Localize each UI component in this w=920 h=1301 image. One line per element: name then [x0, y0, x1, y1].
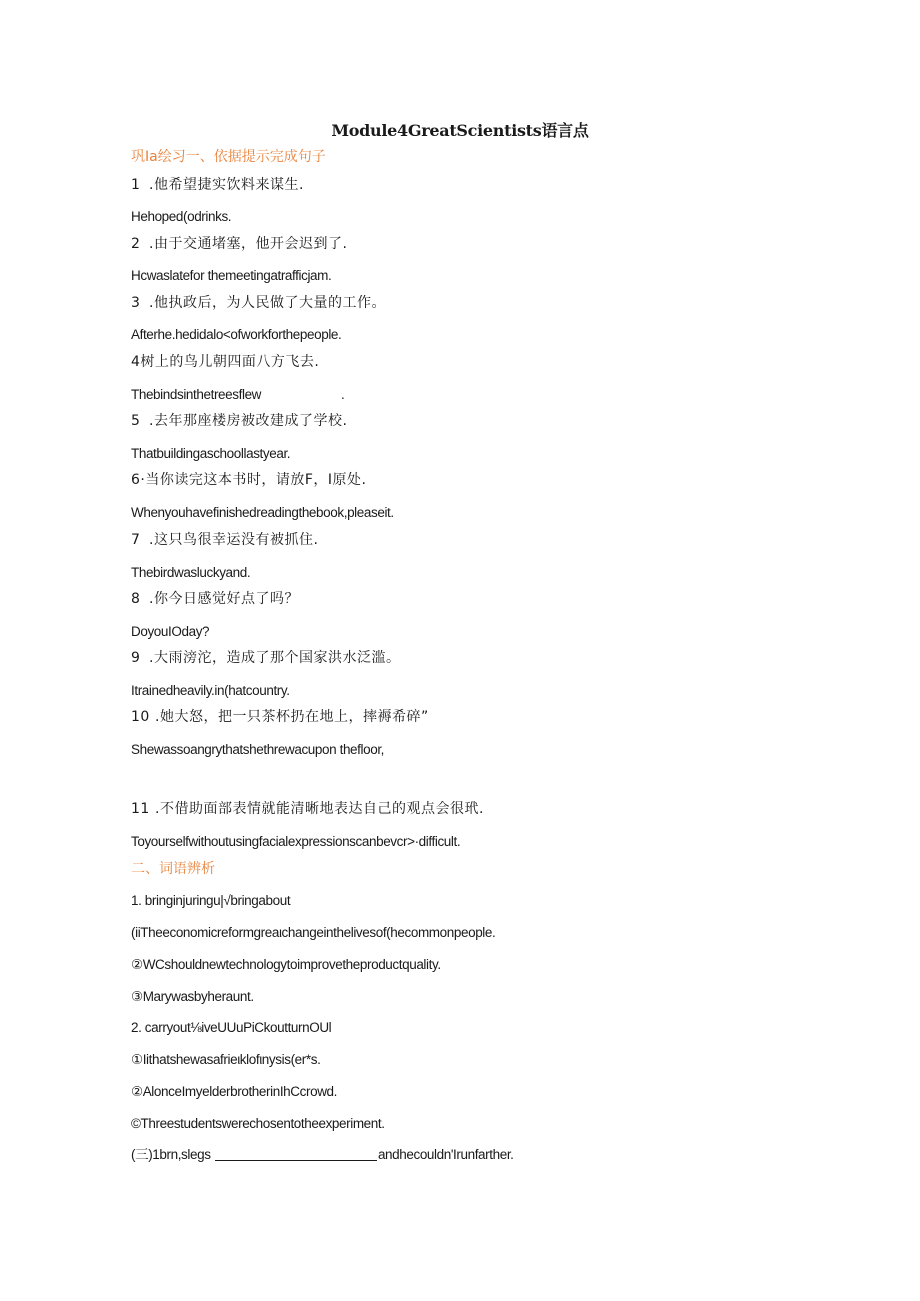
vocab-2-sentence-1: ①Iithatshewasafrieιklofιnysis(er*s.: [131, 1052, 321, 1067]
item-number: 5: [131, 413, 141, 429]
item-9-english: Itrainedheavily.in(hatcountry.: [131, 683, 290, 698]
item-number: 8: [131, 591, 141, 607]
vocab-2-sentence-2: ②AlonceImyelderbrotherinIhCcrowd.: [131, 1084, 337, 1099]
page-title: Module4GreatScientists语言点: [331, 121, 589, 140]
vocab-1-sentence-1: (iiTheeconomicreformgreaιchangeinthelivesof(hecommonpeople.: [131, 925, 496, 940]
item-number: 7: [131, 532, 141, 548]
item-2-chinese: 2 .由于交通堵塞，他开会迟到了.: [131, 236, 348, 252]
item-3-english: Afterhe.hedidalo<ofworkforthepeople.: [131, 327, 342, 342]
section-heading-word-discrimination: 二、词语辨析: [131, 861, 215, 877]
item-8-english: DoyouIOday?: [131, 624, 210, 639]
item-6-chinese: 6·当你读完这本书时，请放F，I原处.: [131, 472, 367, 488]
section-heading-sentence-completion: 巩Ia绘习一、依据提示完成句子: [131, 149, 326, 165]
vocab-group-1-heading: 1. bringinjuringu|√bringabout: [131, 893, 291, 908]
vocab-1-sentence-3: ③Marywasbyheraunt.: [131, 989, 254, 1004]
item-2-english: Hcwaslatefor themeetingatrafficjam.: [131, 268, 332, 283]
item-number: 9: [131, 650, 141, 666]
item-number: 2: [131, 236, 141, 252]
vocab-group-2-heading: 2. carryout⅛iveUUuPiCkoutturnOUl: [131, 1020, 332, 1035]
item-4-english: Thebindsinthetreesflew .: [131, 387, 345, 402]
item-3-chinese: 3 .他执政后，为人民做了大量的工作。: [131, 295, 386, 311]
part-3-sentence: (三)1brn,slegs andhecouldn'Irunfarther.: [131, 1147, 514, 1162]
item-5-english: Thatbuildingaschoollastyear.: [131, 446, 291, 461]
item-1-english: Hehoped(odrinks.: [131, 209, 232, 224]
item-number: 11: [131, 801, 150, 817]
item-1-chinese: 1 .他希望捷实饮料来谋生.: [131, 177, 304, 193]
item-10-english: Shewassoangrythatshethrewacupon thefloor,: [131, 742, 385, 757]
vocab-2-sentence-3: ©Threestudentswerechosentotheexperiment.: [131, 1116, 385, 1131]
item-number: 3: [131, 295, 141, 311]
item-6-english: Whenyouhavefinishedreadingthebook,pleaseit.: [131, 505, 394, 520]
item-8-chinese: 8 .你今日感觉好点了吗？: [131, 591, 299, 607]
item-7-english: Thebirdwasluckyand.: [131, 565, 251, 580]
item-4-chinese: 4树上的鸟儿朝四面八方飞去.: [131, 354, 320, 370]
item-11-english: Toyourselfwithoutusingfacialexpressionscanbevcr>·difficult.: [131, 834, 461, 849]
item-7-chinese: 7 .这只鸟很幸运没有被抓住.: [131, 532, 319, 548]
item-number: 1: [131, 177, 141, 193]
item-10-chinese: 10 .她大怒，把一只茶杯扔在地上，摔褥希碎”: [131, 709, 429, 725]
item-5-chinese: 5 .去年那座楼房被改建成了学校.: [131, 413, 348, 429]
item-9-chinese: 9 .大雨滂沱，造成了那个国家洪水泛滥。: [131, 650, 401, 666]
item-11-chinese: 11 .不借助面部表情就能清晰地表达自己的观点会很玳.: [131, 801, 484, 817]
vocab-1-sentence-2: ②WCshouldnewtechnologytoimprovetheproductquality.: [131, 957, 441, 972]
answer-blank: [215, 1160, 377, 1161]
item-number: 10: [131, 709, 150, 725]
